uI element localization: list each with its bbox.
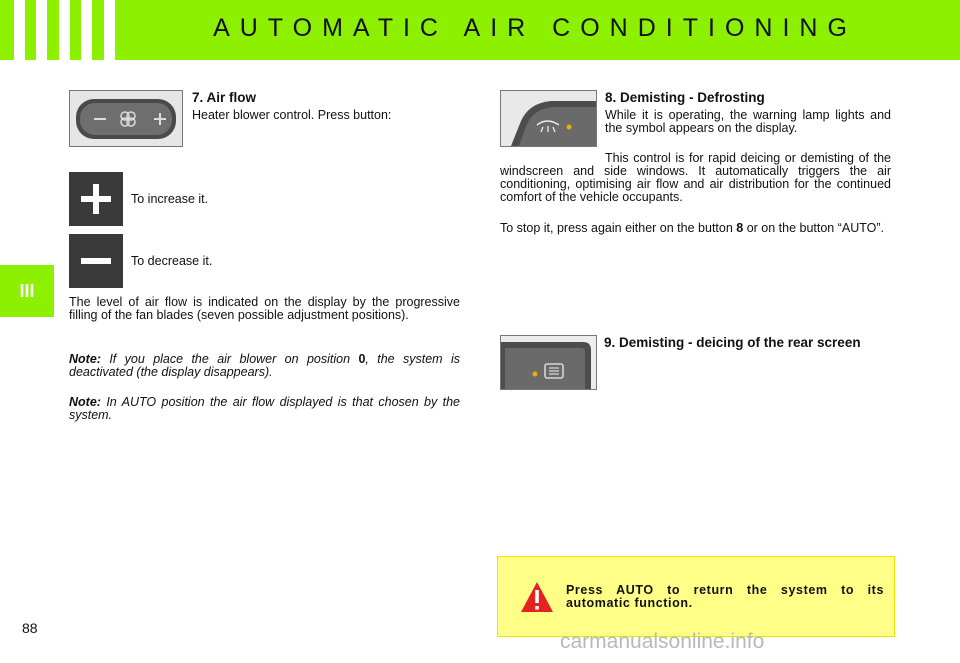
note-text: In AUTO position the air flow displayed is that chosen by the system. (69, 395, 460, 422)
chapter-tab: III (0, 265, 54, 317)
warning-triangle-icon (520, 581, 554, 613)
decrease-button-image (69, 234, 123, 288)
note-value: 0 (358, 352, 366, 366)
page-number: 88 (22, 620, 38, 636)
note-text: , the system is deactivated (the display disappears). (69, 352, 460, 379)
demist-title: 8. Demisting - Defrosting (605, 90, 765, 105)
page-title: AUTOMATIC AIR CONDITIONING (213, 14, 857, 42)
defrost-button-image (500, 90, 597, 147)
note-label: Note: (69, 352, 101, 366)
blower-control-icon (70, 91, 182, 146)
decrease-label: To decrease it. (131, 254, 213, 268)
increase-label: To increase it. (131, 192, 209, 206)
minus-icon (69, 234, 123, 288)
increase-button-image (69, 172, 123, 226)
rear-title: 9. Demisting - deicing of the rear screen (604, 335, 861, 350)
rear-screen-defrost-icon (501, 336, 596, 389)
airflow-note-1 (69, 353, 460, 379)
airflow-subtitle: Heater blower control. Press button: (192, 108, 392, 122)
windscreen-defrost-icon (501, 91, 596, 146)
airflow-note-2 (69, 396, 460, 422)
demist-para-1: While it is operating, the warning lamp lights and the symbol appears on the display. (605, 108, 891, 135)
airflow-description: The level of air flow is indicated on the display by the progressive filling of the fan blades (seven possible adjustment positions). (69, 295, 460, 322)
header-stripe (104, 0, 115, 60)
note-label: Note: (69, 395, 101, 409)
demist-para-2: This control is for rapid deicing or demisting of the windscreen and side windows. It automatically triggers the air conditioning, optimising air flow and air distribution for the continued comfort of the vehicle occupants. (500, 151, 891, 204)
header-stripe (59, 0, 70, 60)
demist-button-number: 8 (736, 221, 744, 235)
demist-para-3 (500, 222, 891, 235)
header-stripe (36, 0, 47, 60)
airflow-title: 7. Air flow (192, 90, 257, 105)
warning-text: Press AUTO to return the system to its automatic function. (566, 583, 884, 610)
watermark: carmanualsonline.info (560, 630, 765, 653)
blower-control-image (69, 90, 183, 147)
header-stripe (14, 0, 25, 60)
plus-icon (69, 172, 123, 226)
header-stripe (81, 0, 92, 60)
rear-screen-button-image (500, 335, 597, 390)
note-text: If you place the air blower on position (100, 352, 359, 366)
header-banner (0, 0, 960, 60)
warning-box (497, 556, 895, 637)
demist-text: or on the button “AUTO”. (743, 221, 885, 235)
demist-text: To stop it, press again either on the button (500, 221, 737, 235)
